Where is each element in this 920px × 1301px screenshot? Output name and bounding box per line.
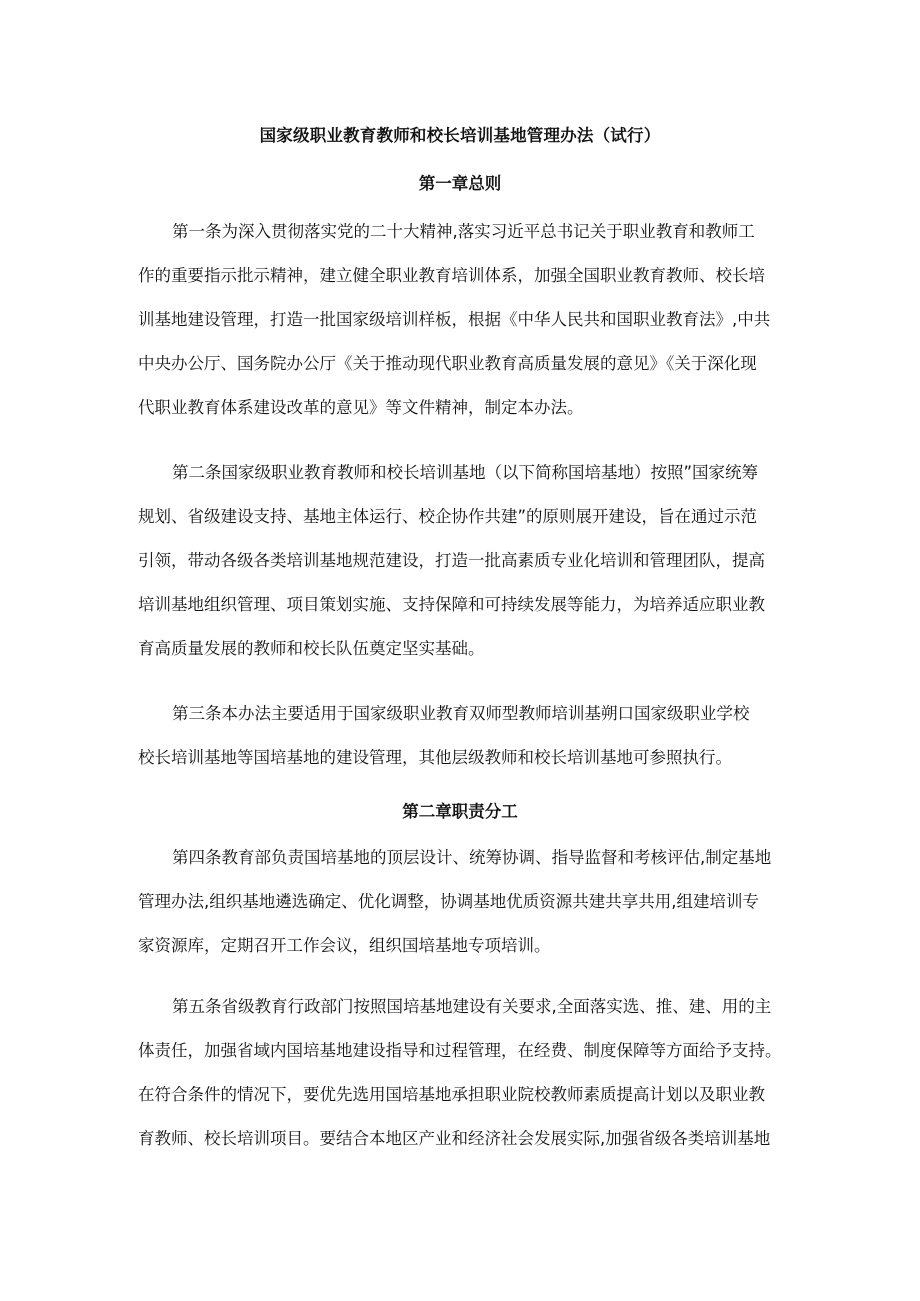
- paragraph-line: 代职业教育体系建设改革的意见》等文件精神，制定本办法。: [138, 398, 584, 417]
- article-1-paragraph: [138, 210, 788, 430]
- paragraph-line: 第二条国家级职业教育教师和校长培训基地（以下简称国培基地）按照”国家统筹: [172, 463, 759, 482]
- paragraph-line: 第三条本办法主要适用于国家级职业教育双师型教师培训基朔口国家级职业学校: [172, 704, 750, 723]
- chapter-heading-2: 第二章职责分工: [402, 802, 518, 821]
- paragraph-line: 中央办公厅、国务院办公厅《关于推动现代职业教育高质量发展的意见》《关于深化现: [138, 354, 757, 373]
- article-4-paragraph: [138, 836, 788, 968]
- paragraph-line: 在符合条件的情况下，要优先选用国培基地承担职业院校教师素质提高计划以及职业教: [138, 1085, 765, 1104]
- paragraph-line: 育教师、校长培训项目。要结合本地区产业和经济社会发展实际,加强省级各类培训基地: [138, 1129, 771, 1148]
- document-title: 国家级职业教育教师和校长培训基地管理办法（试行）: [259, 126, 661, 145]
- paragraph-line: 训基地建设管理，打造一批国家级培训样板，根据《中华人民共和国职业教育法》,中共: [138, 310, 771, 329]
- paragraph-line: 校长培训基地等国培基地的建设管理，其他层级教师和校长培训基地可参照执行。: [138, 748, 732, 767]
- article-5-paragraph: [138, 985, 788, 1161]
- paragraph-line: 第五条省级教育行政部门按照国培基地建设有关要求,全面落实选、推、建、用的主: [172, 997, 772, 1016]
- paragraph-line: 管理办法,组织基地遴选确定、优化调整，协调基地优质资源共建共享共用,组建培训专: [138, 892, 759, 911]
- paragraph-line: 第一条为深入贯彻落实党的二十大精神,落实习近平总书记关于职业教育和教师工: [172, 222, 755, 241]
- article-2-paragraph: [138, 451, 788, 671]
- paragraph-line: 育高质量发展的教师和校长队伍奠定坚实基础。: [138, 639, 485, 658]
- paragraph-line: 引领，带动各级各类培训基地规范建设，打造一批高素质专业化培训和管理团队，提高: [138, 551, 765, 570]
- chapter-heading-1: 第一章总则: [418, 174, 502, 193]
- paragraph-line: 培训基地组织管理、项目策划实施、支持保障和可持续发展等能力，为培养适应职业教: [138, 595, 765, 614]
- paragraph-line: 规划、省级建设支持、基地主体运行、校企协作共建”的原则展开建设，旨在通过示范: [138, 507, 758, 526]
- paragraph-line: 家资源库，定期召开工作会议，组织国培基地专项培训。: [138, 936, 551, 955]
- paragraph-line: 第四条教育部负责国培基地的顶层设计、统筹协调、指导监督和考核评估,制定基地: [172, 848, 772, 867]
- article-3-paragraph: [138, 692, 788, 780]
- paragraph-line: 体责任，加强省域内国培基地建设指导和过程管理，在经费、制度保障等方面给予支持。: [138, 1041, 782, 1060]
- paragraph-line: 作的重要指示批示精神，建立健全职业教育培训体系，加强全国职业教育教师、校长培: [138, 266, 765, 285]
